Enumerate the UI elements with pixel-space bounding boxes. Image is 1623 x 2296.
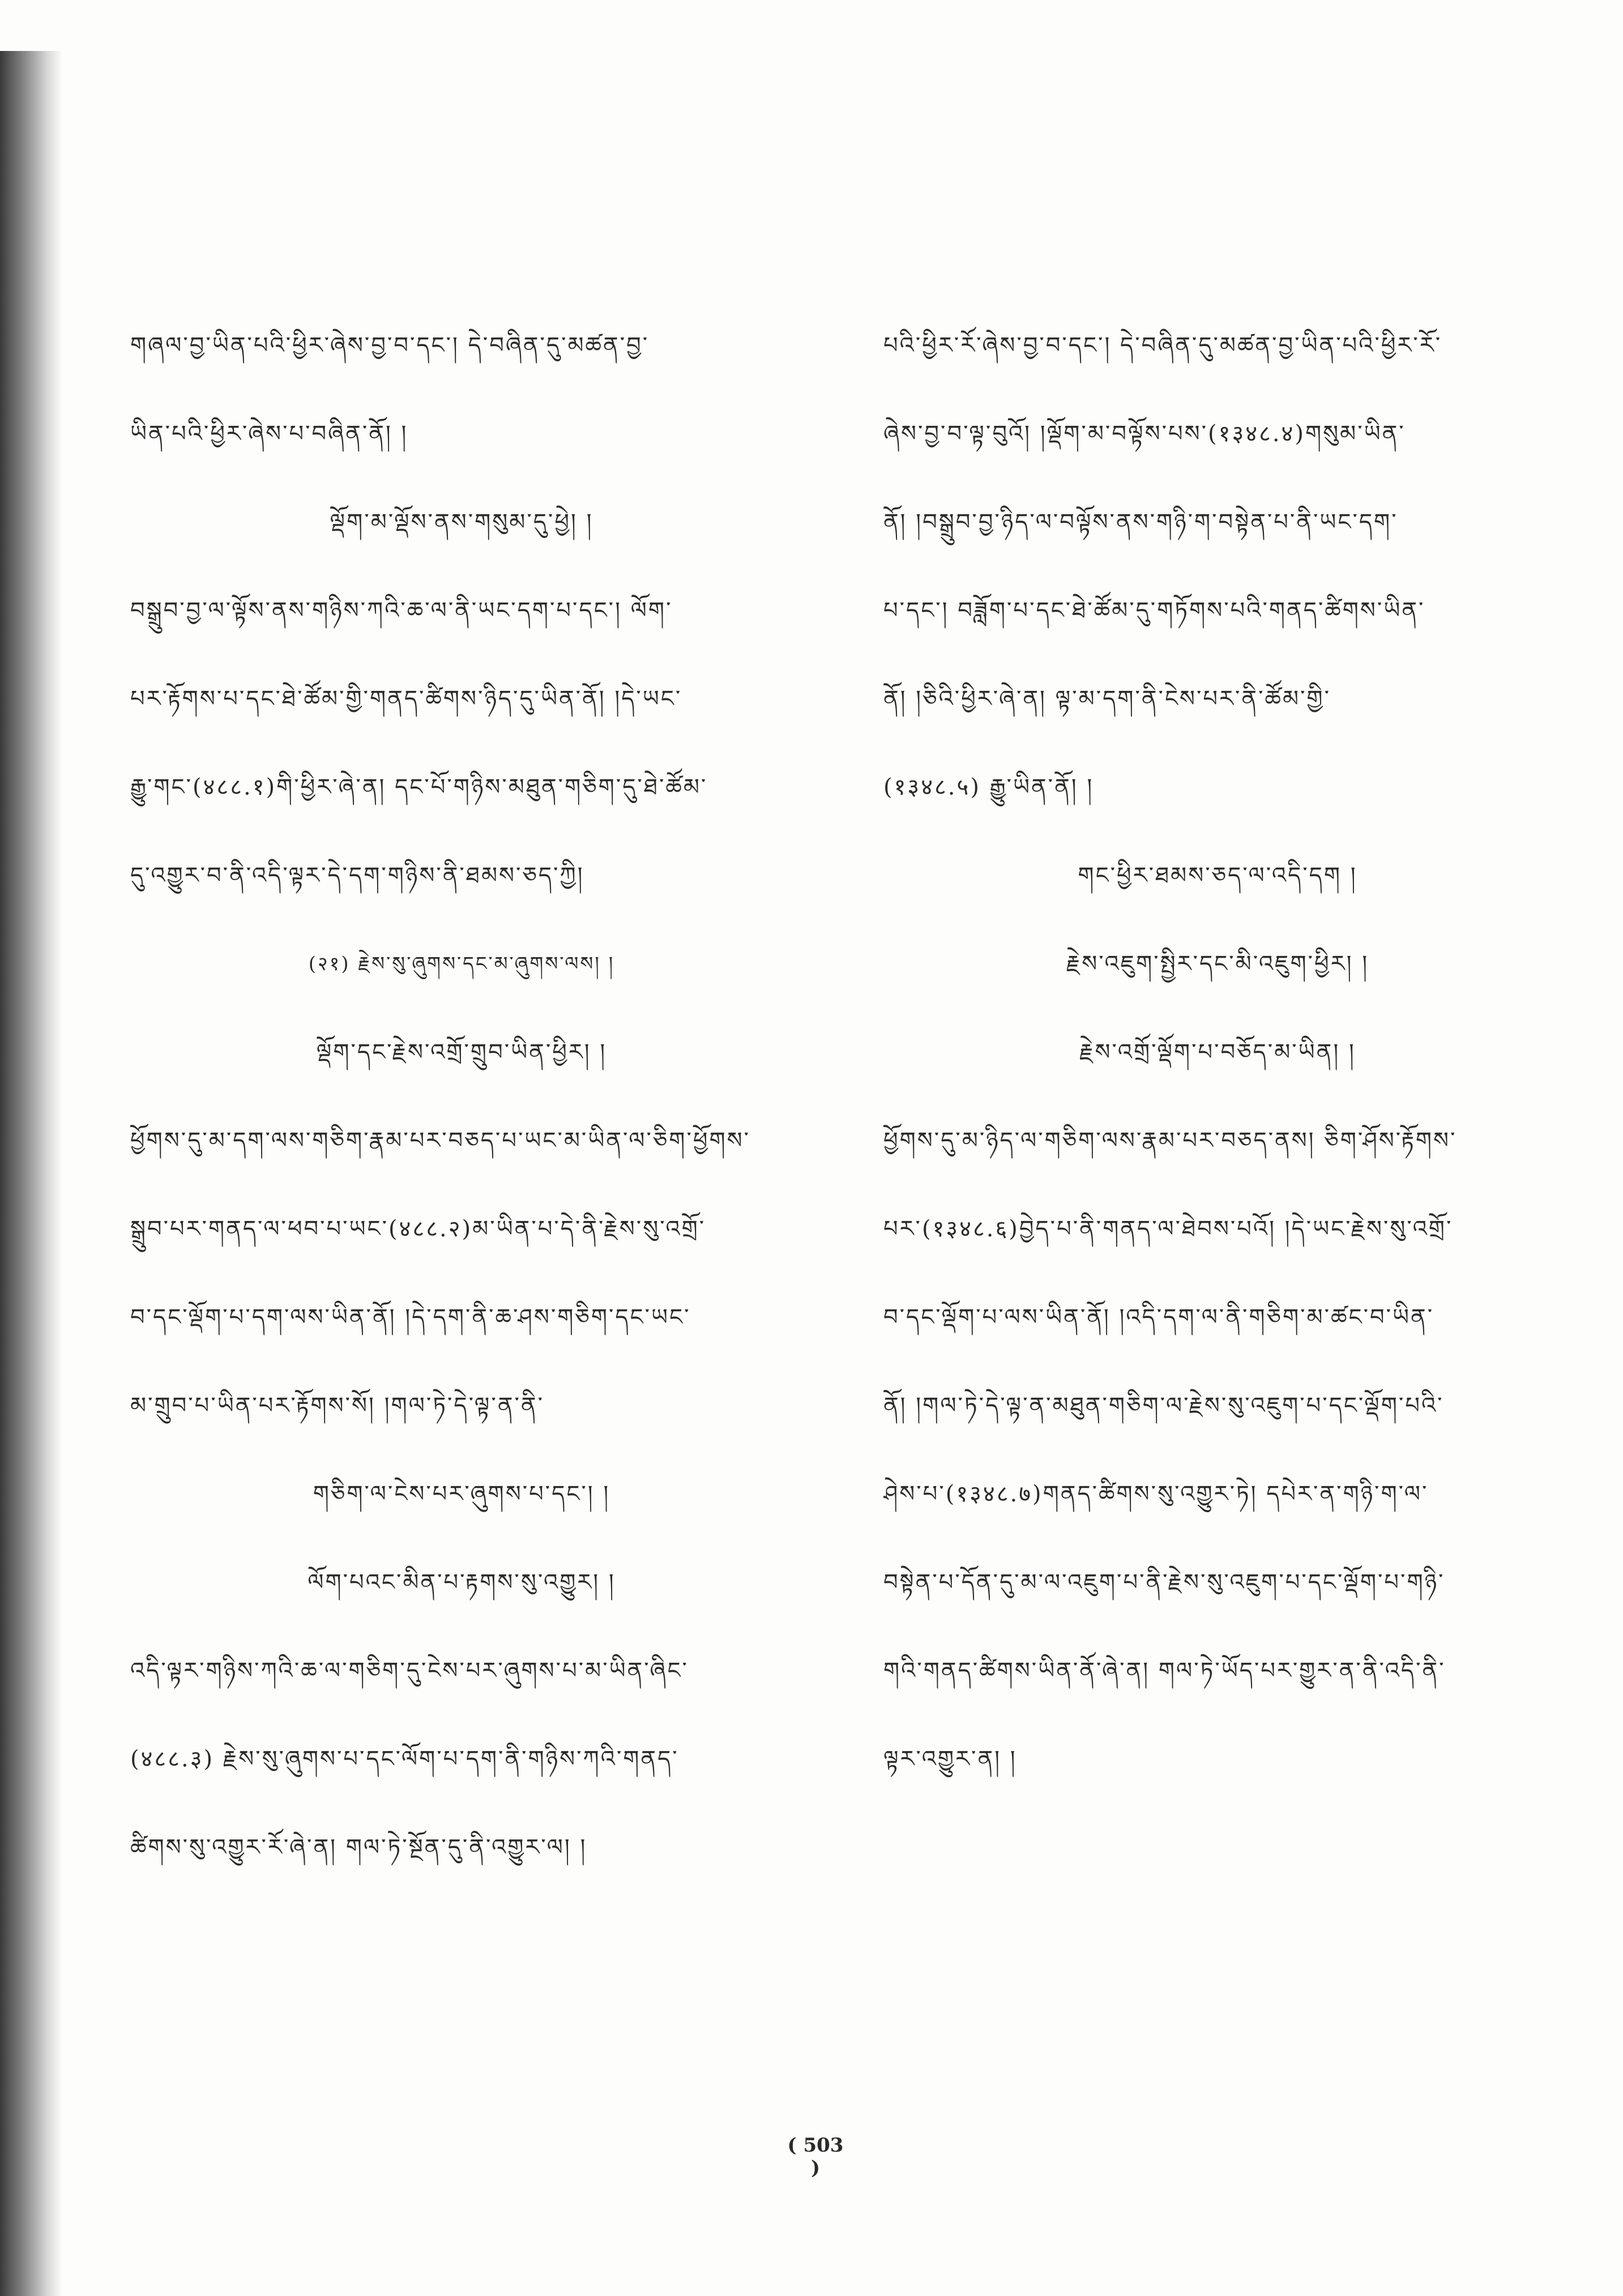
text-line: བ་དང་ལྡོག་པ་ལས་ཡིན་ནོ། །འདི་དག་ལ་ནི་གཅིག་མ་ཚང་བ་ཡིན་ (883, 1304, 1434, 1330)
text-line: པར་རྟོགས་པ་དང་ཐེ་ཚོམ་གྱི་གནད་ཚིགས་ཉིད་དུ་ཡིན་ནོ། །དེ་ཡང་ (130, 686, 682, 712)
text-line: མ་གྲུབ་པ་ཡིན་པར་རྟོགས་སོ། །གལ་ཏེ་དེ་ལྟ་ན་ནི་ (130, 1393, 544, 1419)
text-line: ནོ། །ཅིའི་ཕྱིར་ཞེ་ན། ལྟ་མ་དག་ནི་ངེས་པར་ནི་ཚོམ་གྱི་ (883, 686, 1331, 712)
text-line: ཡིན་པའི་ཕྱིར་ཞེས་པ་བཞིན་ནོ། ། (130, 421, 408, 447)
verse-line: ལྡོག་དང་རྗེས་འགྲོ་གྲུབ་ཡིན་ཕྱིར། ། (316, 1039, 607, 1065)
text-line: ཞེས་བྱ་བ་ལྟ་བུའོ། །ལྡོག་མ་བལྟོས་པས་(१३४८.४)གསུམ་ཡིན་ (883, 421, 1406, 447)
binding-shadow (0, 51, 62, 2296)
verse-line: ལོག་པའང་མིན་པ་རྟགས་སུ་འགྱུར། ། (307, 1569, 616, 1595)
text-line: བསྟེན་པ་དོན་དུ་མ་ལ་འཇུག་པ་ནི་རྗེས་སུ་འཇུག་པ་དང་ལྡོག་པ་གཉི་ (883, 1569, 1445, 1595)
text-line: དུ་འགྱུར་བ་ནི་འདི་ལྟར་དེ་དག་གཉིས་ནི་ཐམས་ཅད་ཀྱི། (130, 863, 584, 889)
text-line: ལྟར་འགྱུར་ན། ། (883, 1746, 1017, 1772)
verse-line: རྗེས་འགྲོ་ལྡོག་པ་བཅོད་མ་ཡིན། ། (1079, 1039, 1356, 1065)
verse-line: གང་ཕྱིར་ཐམས་ཅད་ལ་འདི་དག ། (1078, 863, 1357, 889)
page-number: ( 503 ) (787, 2134, 844, 2179)
text-line: པའི་ཕྱིར་རོ་ཞེས་བྱ་བ་དང་། དེ་བཞིན་དུ་མཚན་བྱ་ཡིན་པའི་ཕྱིར་རོ་ (883, 332, 1442, 359)
text-line: བ་དང་ལྡོག་པ་དག་ལས་ཡིན་ནོ། །དེ་དག་ནི་ཆ་ཤས་གཅིག་དང་ཡང་ (130, 1304, 691, 1330)
text-line: གའི་གནད་ཚིགས་ཡིན་ནོ་ཞེ་ན། གལ་ཏེ་ཡོད་པར་གྱུར་ན་ནི་འདི་ནི་ (883, 1658, 1446, 1684)
text-line: ཤེས་པ་(१३४८.७)གནད་ཚིགས་སུ་འགྱུར་ཏེ། དཔེར་ན་གཉི་ག་ལ་ (883, 1481, 1429, 1507)
text-line: (१३४८.५) རྒྱུ་ཡིན་ནོ། ། (883, 774, 1094, 800)
text-line: པར་(१३४८.६)བྱེད་པ་ནི་གནད་ལ་ཐེབས་པའོ། །དེ་ཡང་རྗེས་སུ་འགྲོ་ (883, 1216, 1453, 1242)
text-line: ཚིགས་སུ་འགྱུར་རོ་ཞེ་ན། གལ་ཏེ་སྔོན་དུ་ནི་འགྱུར་ལ། ། (130, 1834, 587, 1860)
verse-line: ལྡོག་མ་ལྡོས་ནས་གསུམ་དུ་ཕྱེ། ། (330, 509, 593, 535)
verse-line: གཅིག་ལ་ངེས་པར་ཞུགས་པ་དང་། ། (313, 1481, 610, 1507)
verse-line: རྗེས་འཇུག་སྤྱིར་དང་མི་འཇུག་ཕྱིར། ། (1066, 951, 1369, 977)
text-line: ཕྱོགས་དུ་མ་དག་ལས་གཅིག་རྣམ་པར་བཅད་པ་ཡང་མ་ཡིན་ལ་ཅིག་ཕྱོགས་ (130, 1128, 751, 1154)
text-line: ཕྱོགས་དུ་མ་ཉིད་ལ་གཅིག་ལས་རྣམ་པར་བཅད་ནས། ཅིག་ཤོས་རྟོགས་ (883, 1128, 1457, 1154)
text-line: སྒྲུབ་པར་གནད་ལ་ཕབ་པ་ཡང་(४८८.२)མ་ཡིན་པ་དེ་ནི་རྗེས་སུ་འགྲོ་ (130, 1216, 706, 1242)
text-line: བསྒྲུབ་བྱ་ལ་ལྟོས་ནས་གཉིས་ཀའི་ཆ་ལ་ནི་ཡང་དག་པ་དང་། ལོག་ (130, 598, 673, 624)
text-line: པ་དང་། བཟློག་པ་དང་ཐེ་ཚོམ་དུ་གཏོགས་པའི་གནད་ཚིགས་ཡིན་ (883, 598, 1425, 624)
left-column (130, 317, 793, 1907)
text-line: ནོ། །གལ་ཏེ་དེ་ལྟ་ན་མཐུན་གཅིག་ལ་རྗེས་སུ་འཇུག་པ་དང་ལྡོག་པའི་ (883, 1393, 1444, 1419)
right-column (883, 317, 1552, 1819)
text-line: (४८८.३) རྗེས་སུ་ཞུགས་པ་དང་ལོག་པ་དག་ནི་གཉིས་ཀའི་གནད་ (130, 1746, 679, 1772)
text-line: ནོ། །བསྒྲུབ་བྱ་ཉིད་ལ་བལྟོས་ནས་གཉི་ག་བསྟེན་པ་ནི་ཡང་དག་ (883, 509, 1398, 535)
text-line: རྒྱུ་གང་(४८८.१)གི་ཕྱིར་ཞེ་ན། དང་པོ་གཉིས་མཐུན་གཅིག་དུ་ཐེ་ཚོམ་ (130, 774, 708, 800)
text-line: གཞལ་བྱ་ཡིན་པའི་ཕྱིར་ཞེས་བྱ་བ་དང་། དེ་བཞིན་དུ་མཚན་བྱ་ (130, 332, 650, 359)
verse-line: (२१) རྗེས་སུ་ཞུགས་དང་མ་ཞུགས་ལས། ། (308, 953, 615, 975)
text-line: འདི་ལྟར་གཉིས་ཀའི་ཆ་ལ་གཅིག་དུ་ངེས་པར་ཞུགས་པ་མ་ཡིན་ཞིང་ (130, 1658, 689, 1684)
